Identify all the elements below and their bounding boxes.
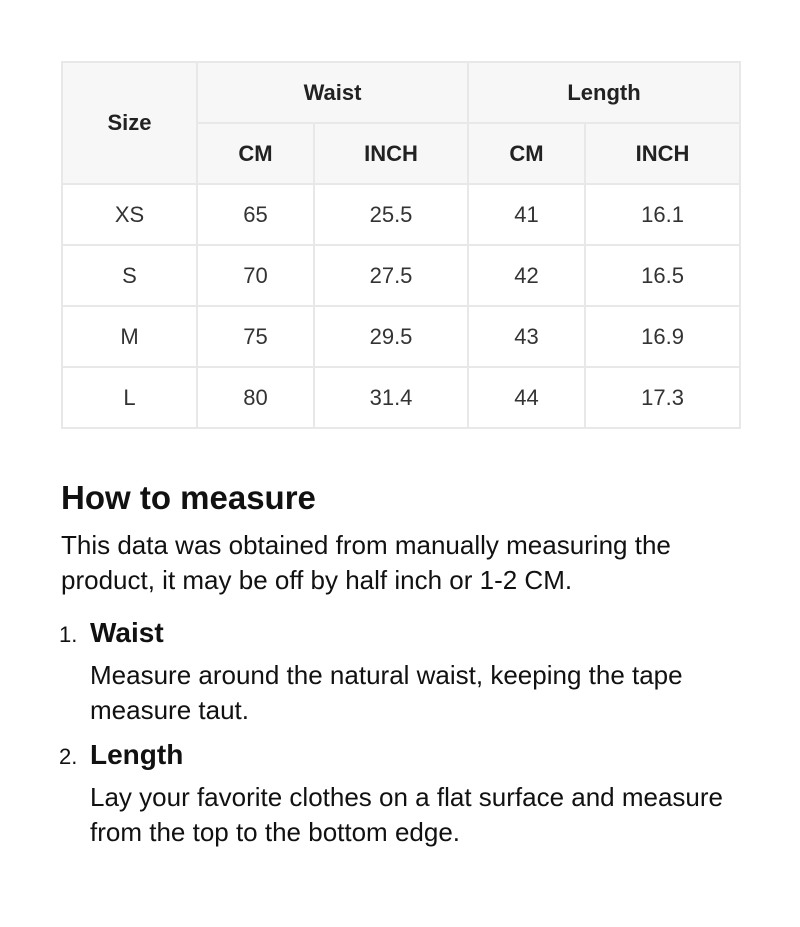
step-title: Waist xyxy=(90,617,164,648)
waist-inch-cell: 29.5 xyxy=(314,306,468,367)
step-title: Length xyxy=(90,739,184,770)
length-group-header: Length xyxy=(468,62,740,123)
size-cell: M xyxy=(62,306,197,367)
waist-inch-header: INCH xyxy=(314,123,468,184)
waist-cm-header: CM xyxy=(197,123,314,184)
length-cm-header: CM xyxy=(468,123,585,184)
length-inch-header: INCH xyxy=(585,123,740,184)
table-row xyxy=(62,184,740,245)
length-inch-cell: 16.5 xyxy=(585,245,740,306)
length-cm-cell: 42 xyxy=(468,245,585,306)
size-cell: XS xyxy=(62,184,197,245)
step-number: 1. xyxy=(59,622,78,647)
length-cm-cell: 44 xyxy=(468,367,585,428)
waist-inch-cell: 31.4 xyxy=(314,367,468,428)
table-row xyxy=(62,245,740,306)
waist-cm-cell: 70 xyxy=(197,245,314,306)
waist-cm-cell: 65 xyxy=(197,184,314,245)
list-item xyxy=(61,738,751,850)
size-cell: S xyxy=(62,245,197,306)
measure-steps-list xyxy=(61,616,751,850)
length-inch-cell: 17.3 xyxy=(585,367,740,428)
step-description: Measure around the natural waist, keeping the tape measure taut. xyxy=(90,660,683,725)
size-column-header: Size xyxy=(62,62,197,184)
length-cm-cell: 43 xyxy=(468,306,585,367)
length-inch-cell: 16.9 xyxy=(585,306,740,367)
size-chart-table xyxy=(61,61,741,429)
length-inch-cell: 16.1 xyxy=(585,184,740,245)
step-number: 2. xyxy=(59,744,78,769)
waist-inch-cell: 27.5 xyxy=(314,245,468,306)
table-row xyxy=(62,306,740,367)
waist-cm-cell: 80 xyxy=(197,367,314,428)
size-cell: L xyxy=(62,367,197,428)
length-cm-cell: 41 xyxy=(468,184,585,245)
list-item xyxy=(61,616,751,728)
intro-text: This data was obtained from manually measuring the product, it may be off by half inch or 1-2 CM. xyxy=(61,530,671,595)
waist-group-header: Waist xyxy=(197,62,468,123)
how-to-measure-section xyxy=(61,474,751,860)
table-row xyxy=(62,367,740,428)
waist-inch-cell: 25.5 xyxy=(314,184,468,245)
step-description: Lay your favorite clothes on a flat surface and measure from the top to the bottom edge. xyxy=(90,782,724,847)
section-heading: How to measure xyxy=(61,479,316,516)
waist-cm-cell: 75 xyxy=(197,306,314,367)
table-header-row xyxy=(62,62,740,123)
